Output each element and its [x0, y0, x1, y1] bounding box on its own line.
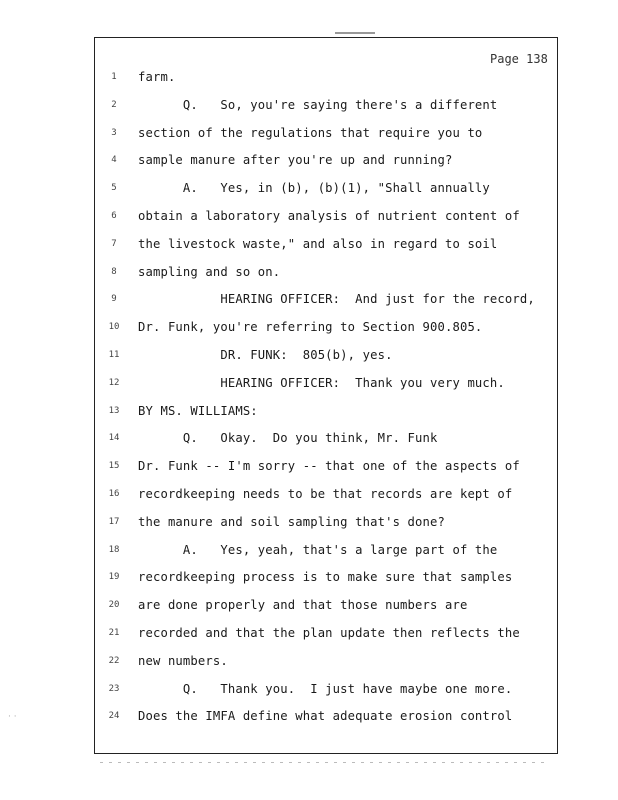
- line-number: 6: [111, 211, 117, 221]
- line-number: 22: [108, 655, 120, 666]
- line-number: 24: [108, 711, 120, 722]
- transcript-line: BY MS. WILLIAMS:: [138, 403, 258, 418]
- line-number: 9: [111, 294, 117, 305]
- transcript-line: Q. Thank you. I just have maybe one more.: [138, 681, 513, 696]
- scan-bottom-edge: [100, 762, 550, 763]
- transcript-line: Does the IMFA define what adequate erosion control: [138, 709, 513, 724]
- transcript-line: recorded and that the plan update then reflects the: [138, 626, 520, 640]
- transcript-line: the manure and soil sampling that's done?: [138, 514, 445, 529]
- transcript-page-frame: [94, 37, 558, 754]
- transcript-line: farm.: [138, 70, 176, 84]
- line-number: 8: [111, 266, 117, 277]
- line-number: 18: [108, 544, 120, 555]
- transcript-line: Q. So, you're saying there's a different: [138, 97, 498, 112]
- transcript-line: the livestock waste," and also in regard to soil: [138, 236, 498, 251]
- scan-top-mark: [335, 32, 375, 34]
- transcript-line: recordkeeping needs to be that records are kept of: [138, 487, 513, 501]
- line-number: 19: [108, 572, 120, 583]
- transcript-line: A. Yes, in (b), (b)(1), "Shall annually: [138, 181, 490, 196]
- line-number: 3: [111, 127, 117, 138]
- line-number: 13: [108, 405, 120, 416]
- line-number: 5: [111, 183, 117, 194]
- transcript-line: recordkeeping process is to make sure that samples: [138, 570, 513, 585]
- line-number: 2: [111, 99, 117, 110]
- line-number: 1: [111, 72, 117, 82]
- transcript-line: DR. FUNK: 805(b), yes.: [138, 348, 393, 362]
- line-number: 12: [108, 377, 120, 388]
- line-number: 15: [108, 461, 120, 472]
- transcript-line: HEARING OFFICER: Thank you very much.: [138, 375, 505, 390]
- transcript-line: section of the regulations that require you to: [138, 125, 483, 140]
- line-number: 16: [108, 489, 120, 499]
- line-number: 20: [108, 600, 120, 611]
- transcript-line: obtain a laboratory analysis of nutrient content of: [138, 209, 520, 223]
- line-number: 17: [108, 516, 120, 527]
- page-number: Page 138: [490, 52, 548, 66]
- transcript-line: HEARING OFFICER: And just for the record,: [138, 292, 535, 307]
- line-number: 21: [108, 628, 120, 638]
- transcript-line: are done properly and that those numbers are: [138, 598, 468, 613]
- transcript-line: new numbers.: [138, 653, 228, 668]
- line-number: 7: [111, 238, 117, 249]
- line-number: 14: [108, 433, 120, 444]
- scan-margin-mark: · ·: [8, 712, 17, 722]
- line-number: 4: [111, 155, 117, 166]
- transcript-line: Q. Okay. Do you think, Mr. Funk: [138, 431, 438, 446]
- transcript-line: Dr. Funk -- I'm sorry -- that one of the aspects of: [138, 459, 520, 474]
- transcript-line: A. Yes, yeah, that's a large part of the: [138, 542, 498, 557]
- line-number: 10: [108, 322, 120, 333]
- line-number: 23: [108, 683, 120, 694]
- line-number: 11: [108, 350, 120, 360]
- transcript-line: Dr. Funk, you're referring to Section 900.805.: [138, 320, 483, 335]
- transcript-line: sampling and so on.: [138, 264, 281, 279]
- transcript-line: sample manure after you're up and running?: [138, 153, 453, 168]
